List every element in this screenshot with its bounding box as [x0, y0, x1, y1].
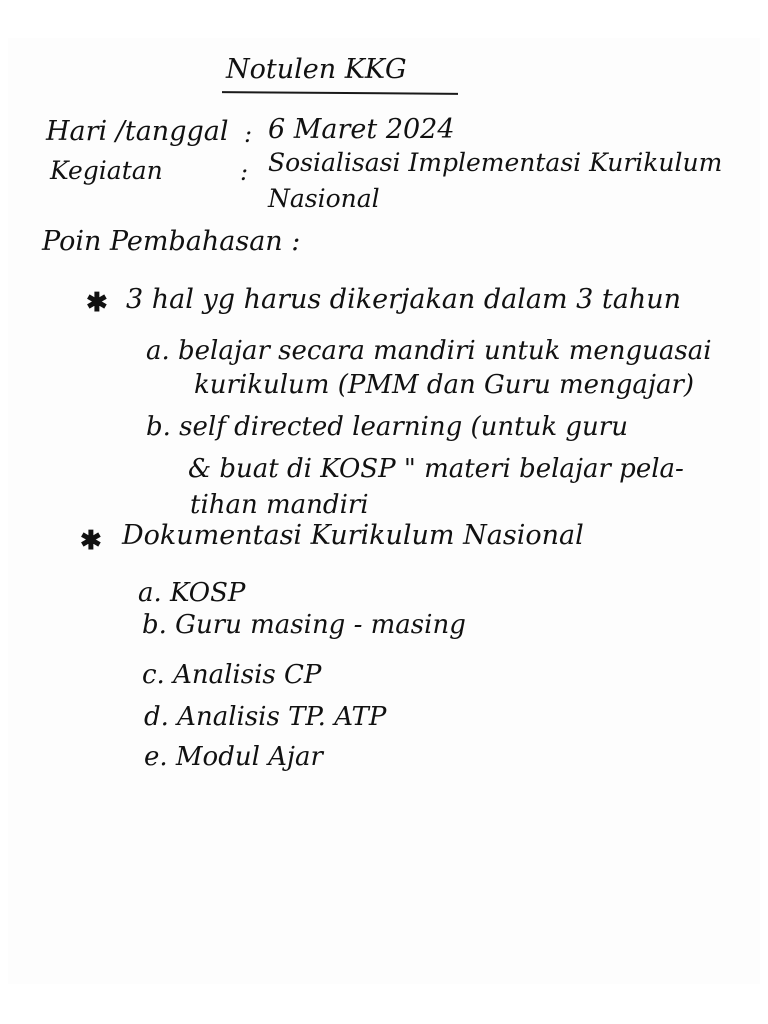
- section-2-item-c: c. Analisis CP: [142, 660, 322, 690]
- section-2-item-e: e. Modul Ajar: [144, 742, 323, 772]
- document-title: Notulen KKG: [226, 54, 407, 85]
- section-1-item-a-line2: kurikulum (PMM dan Guru mengajar): [194, 370, 695, 400]
- section-2-heading: Dokumentasi Kurikulum Nasional: [122, 520, 584, 551]
- section-1-item-b-line1: b. self directed learning (untuk guru: [146, 412, 628, 442]
- section-2-bullet: ✱: [80, 526, 102, 556]
- day-date-label: Hari /tanggal: [46, 116, 229, 147]
- activity-colon: :: [240, 158, 249, 186]
- discussion-points-heading: Poin Pembahasan :: [42, 226, 301, 257]
- section-2-item-d: d. Analisis TP. ATP: [144, 702, 387, 732]
- section-1-item-b-line2: & buat di KOSP " materi belajar pela-: [188, 454, 684, 484]
- activity-value-line1: Sosialisasi Implementasi Kurikulum: [268, 148, 723, 177]
- day-date-value: 6 Maret 2024: [268, 114, 455, 145]
- section-2-item-a: a. KOSP: [138, 578, 246, 608]
- section-1-item-a-line1: a. belajar secara mandiri untuk menguasai: [146, 336, 712, 366]
- section-1-heading: 3 hal yg harus dikerjakan dalam 3 tahun: [126, 284, 682, 315]
- activity-label: Kegiatan: [50, 156, 163, 185]
- activity-value-line2: Nasional: [268, 184, 380, 213]
- section-2-item-b: b. Guru masing - masing: [142, 610, 466, 640]
- section-1-bullet: ✱: [86, 288, 108, 318]
- section-1-item-b-line3: tihan mandiri: [190, 490, 369, 520]
- day-date-colon: :: [244, 120, 253, 148]
